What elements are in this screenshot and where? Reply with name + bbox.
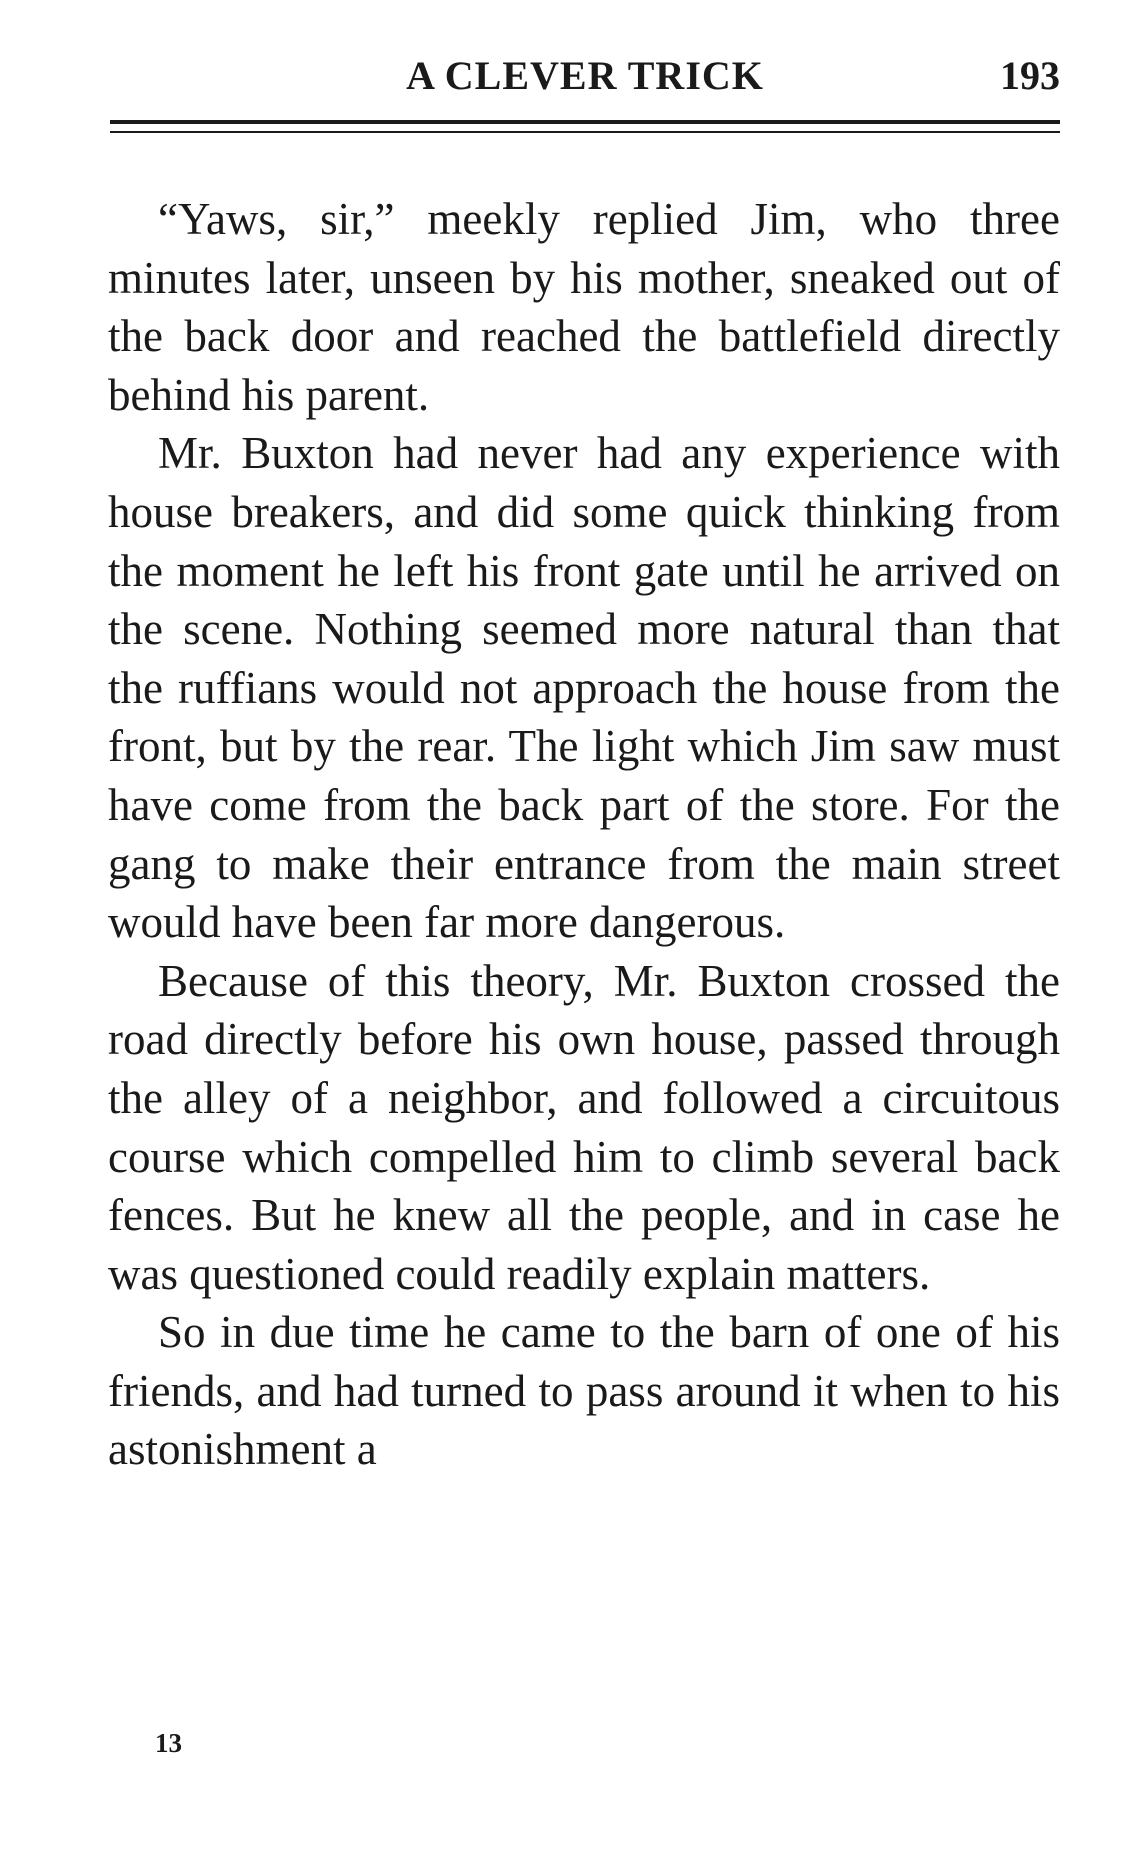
paragraph: “Yaws, sir,” meekly replied Jim, who three minutes later, unseen by his mother, sneaked out of the back door and reached the battlefield directly behind his parent. [108, 194, 1060, 420]
paragraph: Mr. Buxton had never had any experience with house breakers, and did some quick thinking from the moment he left his front gate until he arrived on the scene. Nothing seemed more natural than that the ruffians would not approach the house from the front, but by the rear. The light which Jim saw must have come from the back part of the store. For the gang to make their entrance from the main street would have been far more dangerous. [108, 428, 1060, 948]
header-rule-thin [110, 131, 1060, 133]
paragraph: So in due time he came to the barn of one of his friends, and had turned to pass around it when to his astonishment a [108, 1307, 1060, 1475]
running-head [110, 52, 1060, 112]
signature-mark: 13 [155, 1728, 182, 1758]
chapter-title: A CLEVER TRICK [406, 53, 764, 98]
paragraph: Because of this theory, Mr. Buxton crossed the road directly before his own house, passed through the alley of a neighbor, and followed a circuitous course which compelled him to climb several back fences. But he knew all the people, and in case he was questioned could readily explain matters. [108, 955, 1060, 1299]
header-rule-thick [110, 120, 1060, 124]
page-number: 193 [1000, 53, 1060, 98]
body-text [108, 190, 1060, 1479]
